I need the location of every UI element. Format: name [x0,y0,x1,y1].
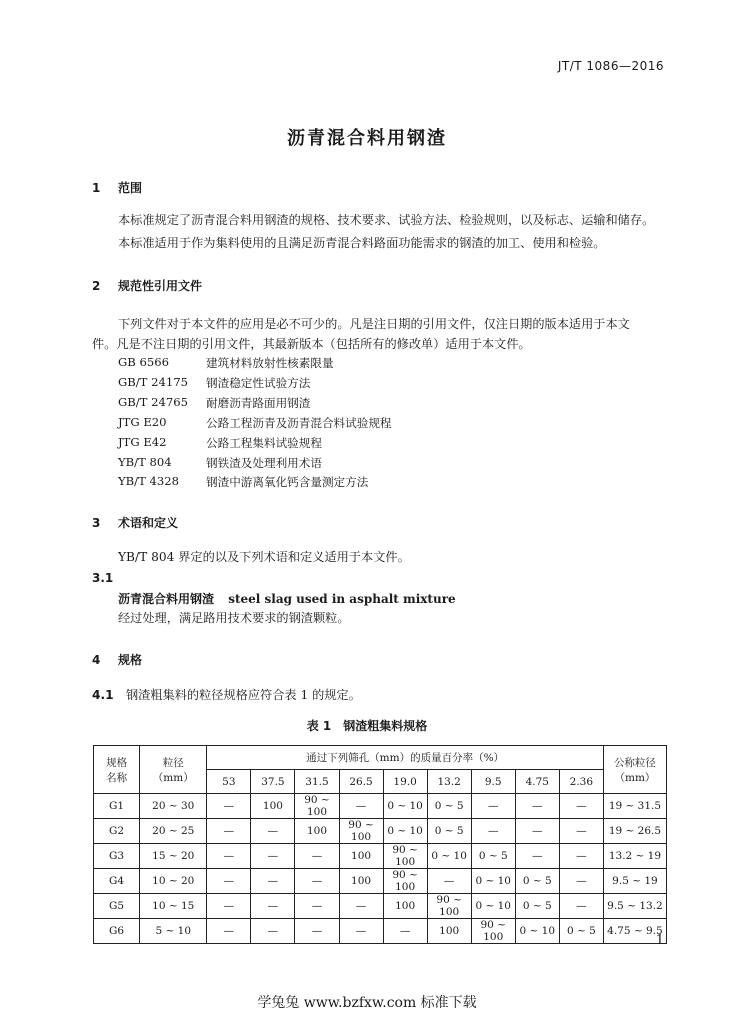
section-title: 范围 [118,181,143,195]
value-cell: — [251,844,295,869]
sieve-cell: 19.0 [383,770,427,794]
value-cell: — [207,869,251,894]
value-cell: — [339,919,383,944]
reference-item [0,435,734,453]
value-cell: 0 ~ 5 [471,844,515,869]
size-cell: 10 ~ 20 [140,869,207,894]
clause-text: 钢渣粗集料的粒径规格应符合表 1 的规定。 [126,688,361,702]
value-cell: — [295,869,339,894]
value-cell: 100 [339,844,383,869]
value-cell: — [559,819,603,844]
term-entry [118,590,456,607]
value-cell: 0 ~ 5 [515,869,559,894]
reference-item [0,455,734,473]
sieve-cell: 53 [207,770,251,794]
footer-watermark: 学兔兔 www.bzfxw.com 标准下载 [257,995,477,1011]
sieve-cell: 4.75 [515,770,559,794]
value-cell: 90 ~ 100 [295,794,339,819]
value-cell: — [427,869,471,894]
value-cell: 100 [427,919,471,944]
term-number: 3.1 [92,571,114,585]
value-cell: 0 ~ 10 [515,919,559,944]
value-cell: 90 ~ 100 [427,894,471,919]
section-4-heading [92,651,142,668]
value-cell: — [471,819,515,844]
nominal-cell: 19 ~ 26.5 [603,819,666,844]
value-cell: — [383,919,427,944]
table-header-row [94,746,667,770]
value-cell: 0 ~ 10 [383,794,427,819]
section-3-heading [92,514,178,531]
reference-code: GB 6566 [118,355,169,369]
value-cell: — [251,919,295,944]
size-cell: 20 ~ 30 [140,794,207,819]
name-cell: G3 [94,844,140,869]
section-number: 4 [92,653,101,667]
reference-code: JTG E20 [118,415,167,429]
table-row [94,894,667,919]
nominal-cell: 4.75 ~ 9.5 [603,919,666,944]
value-cell: 0 ~ 10 [427,844,471,869]
section-2-heading [92,277,202,294]
name-cell: G5 [94,894,140,919]
reference-name: 公路工程沥青及沥青混合料试验规程 [206,416,392,430]
reference-code: YB/T 4328 [118,474,180,488]
value-cell: 0 ~ 5 [427,819,471,844]
clause-number: 4.1 [92,688,114,702]
paragraph: YB/T 804 界定的以及下列术语和定义适用于本文件。 [118,550,410,564]
value-cell: 100 [251,794,295,819]
value-cell: 90 ~ 100 [471,919,515,944]
value-cell: — [295,894,339,919]
term-chinese: 沥青混合料用钢渣 [118,592,215,606]
section-number: 3 [92,516,101,530]
value-cell: — [515,819,559,844]
nominal-cell: 9.5 ~ 19 [603,869,666,894]
spec-table [93,745,667,944]
value-cell: — [295,844,339,869]
value-cell: 100 [295,819,339,844]
value-cell: — [207,819,251,844]
reference-name: 建筑材料放射性核素限量 [206,356,334,370]
table-row [94,794,667,819]
reference-name: 钢渣中游离氧化钙含量测定方法 [206,475,369,489]
sieve-cell: 2.36 [559,770,603,794]
value-cell: — [207,844,251,869]
term-definition: 经过处理，满足路用技术要求的钢渣颗粒。 [118,611,350,625]
sieve-cell: 37.5 [251,770,295,794]
section-number: 1 [92,181,101,195]
value-cell: — [207,919,251,944]
nominal-cell: 13.2 ~ 19 [603,844,666,869]
size-cell: 20 ~ 25 [140,819,207,844]
sieve-cell: 26.5 [339,770,383,794]
paragraph: 本标准规定了沥青混合料用钢渣的规格、技术要求、试验方法、检验规则，以及标志、运输和储存。 [118,213,655,227]
section-title: 规范性引用文件 [118,279,203,293]
reference-code: JTG E42 [118,435,167,449]
size-cell: 10 ~ 15 [140,894,207,919]
value-cell: 90 ~ 100 [383,844,427,869]
value-cell: — [559,894,603,919]
reference-item [0,355,734,373]
size-cell: 5 ~ 10 [140,919,207,944]
reference-code: GB/T 24175 [118,375,188,389]
paragraph: 本标准适用于作为集料使用的且满足沥青混合料路面功能需求的钢渣的加工、使用和检验。 [118,236,606,250]
value-cell: — [251,894,295,919]
paragraph: 下列文件对于本文件的应用是必不可少的。凡是注日期的引用文件，仅注日期的版本适用于本文 [118,317,630,331]
value-cell: — [515,794,559,819]
size-cell: 15 ~ 20 [140,844,207,869]
value-cell: 0 ~ 5 [427,794,471,819]
value-cell: — [251,819,295,844]
sieve-cell: 13.2 [427,770,471,794]
value-cell: — [207,894,251,919]
reference-code: GB/T 24765 [118,395,188,409]
section-number: 2 [92,279,101,293]
table-row [94,869,667,894]
value-cell: 0 ~ 10 [383,819,427,844]
page-number: 1 [655,933,664,948]
name-cell: G4 [94,869,140,894]
reference-name: 钢渣稳定性试验方法 [206,376,311,390]
reference-code: YB/T 804 [118,455,172,469]
table-row [94,844,667,869]
name-cell: G6 [94,919,140,944]
value-cell: 90 ~ 100 [383,869,427,894]
value-cell: — [339,794,383,819]
table-number: 表 1 [306,719,332,733]
reference-item [0,415,734,433]
paragraph: 件。凡是不注日期的引用文件，其最新版本（包括所有的修改单）适用于本文件。 [92,337,531,351]
header-cell: 粒径 （mm） [140,746,207,794]
table-title: 钢渣粗集料规格 [343,719,428,733]
reference-name: 钢铁渣及处理利用术语 [206,456,322,470]
value-cell: 0 ~ 10 [471,869,515,894]
value-cell: — [207,794,251,819]
value-cell: — [251,869,295,894]
value-cell: 0 ~ 5 [559,919,603,944]
value-cell: 100 [339,869,383,894]
value-cell: — [515,844,559,869]
value-cell: — [559,844,603,869]
value-cell: — [559,794,603,819]
table-row [94,919,667,944]
reference-item [0,474,734,492]
header-cell: 公称粒径 （mm） [603,746,666,794]
value-cell: 0 ~ 10 [471,894,515,919]
nominal-cell: 19 ~ 31.5 [603,794,666,819]
sieve-cell: 9.5 [471,770,515,794]
term-english: steel slag used in asphalt mixture [228,592,456,606]
value-cell: 100 [383,894,427,919]
name-cell: G1 [94,794,140,819]
reference-name: 公路工程集料试验规程 [206,436,322,450]
value-cell: — [339,894,383,919]
table-row [94,819,667,844]
value-cell: — [471,794,515,819]
table-caption [0,717,734,734]
value-cell: — [559,869,603,894]
value-cell: 0 ~ 5 [515,894,559,919]
document-title: 沥青混合料用钢渣 [287,128,447,149]
value-cell: 90 ~ 100 [339,819,383,844]
value-cell: — [295,919,339,944]
header-cell: 规格 名称 [94,746,140,794]
reference-name: 耐磨沥青路面用钢渣 [206,396,311,410]
section-title: 规格 [118,653,143,667]
clause [92,687,361,704]
sieve-cell: 31.5 [295,770,339,794]
section-title: 术语和定义 [118,516,179,530]
reference-item [0,395,734,413]
reference-item [0,375,734,393]
name-cell: G2 [94,819,140,844]
header-group-cell: 通过下列筛孔（mm）的质量百分率（%） [207,746,604,770]
standard-code: JT/T 1086—2016 [557,59,664,73]
nominal-cell: 9.5 ~ 13.2 [603,894,666,919]
section-1-heading [92,179,142,196]
